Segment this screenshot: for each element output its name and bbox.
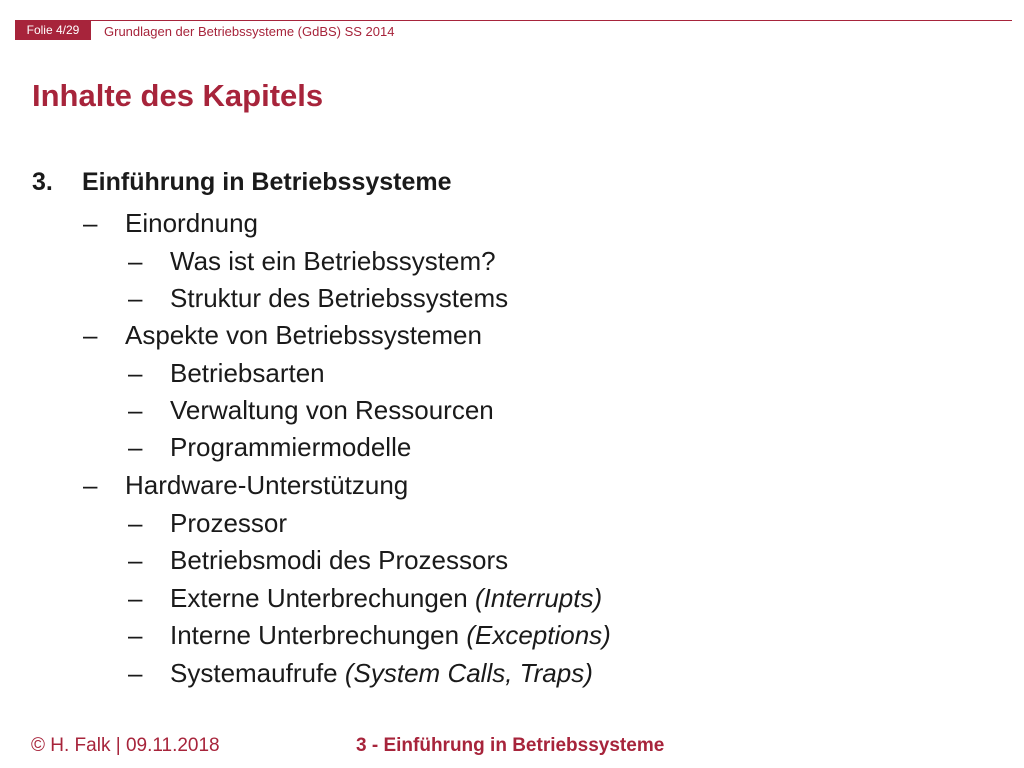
dash-bullet: – bbox=[128, 620, 143, 650]
outline-subitem-label bbox=[170, 583, 602, 613]
outline-item-label: Aspekte von Betriebssystemen bbox=[125, 320, 482, 350]
outline-subitem-label: Betriebsarten bbox=[170, 358, 325, 388]
outline-subitem-label: Programmiermodelle bbox=[170, 432, 412, 462]
outline-subitem-label: Betriebsmodi des Prozessors bbox=[170, 545, 509, 575]
outline-item-label: Einordnung bbox=[125, 208, 258, 238]
dash-bullet: – bbox=[128, 545, 143, 575]
outline-item-label: Hardware-Unterstützung bbox=[125, 470, 409, 500]
dash-bullet: – bbox=[128, 508, 143, 538]
course-title: Grundlagen der Betriebssysteme (GdBS) SS 2014 bbox=[104, 24, 395, 39]
dash-bullet: – bbox=[83, 470, 98, 500]
dash-bullet: – bbox=[128, 583, 143, 613]
subitem-text: Externe Unterbrechungen bbox=[170, 583, 468, 613]
dash-bullet: – bbox=[128, 358, 143, 388]
dash-bullet: – bbox=[128, 246, 143, 276]
subitem-text: Systemaufrufe bbox=[170, 658, 338, 688]
dash-bullet: – bbox=[128, 432, 143, 462]
outline-subitem-label: Struktur des Betriebssystems bbox=[170, 283, 509, 313]
outline-subitem-label bbox=[170, 620, 611, 650]
dash-bullet: – bbox=[128, 395, 143, 425]
dash-bullet: – bbox=[128, 283, 143, 313]
outline-subitem-label bbox=[170, 658, 593, 688]
outline-subitem-label: Prozessor bbox=[170, 508, 288, 538]
dash-bullet: – bbox=[128, 658, 143, 688]
page-title: Inhalte des Kapitels bbox=[32, 78, 324, 113]
outline-subitem-label: Was ist ein Betriebssystem? bbox=[170, 246, 496, 276]
subitem-term: (System Calls, Traps) bbox=[344, 658, 593, 688]
chapter-label: Einführung in Betriebssysteme bbox=[82, 168, 452, 196]
subitem-term: (Exceptions) bbox=[466, 620, 611, 650]
dash-bullet: – bbox=[83, 208, 98, 238]
subitem-term: (Interrupts) bbox=[474, 583, 603, 613]
chapter-number: 3. bbox=[32, 168, 53, 196]
slide-number-badge: Folie 4/29 bbox=[15, 20, 91, 40]
footer-chapter-title: 3 - Einführung in Betriebssysteme bbox=[356, 735, 665, 756]
subitem-text: Interne Unterbrechungen bbox=[170, 620, 460, 650]
footer-author-date: © H. Falk | 09.11.2018 bbox=[31, 735, 220, 756]
outline-subitem-label: Verwaltung von Ressourcen bbox=[170, 395, 494, 425]
dash-bullet: – bbox=[83, 320, 98, 350]
